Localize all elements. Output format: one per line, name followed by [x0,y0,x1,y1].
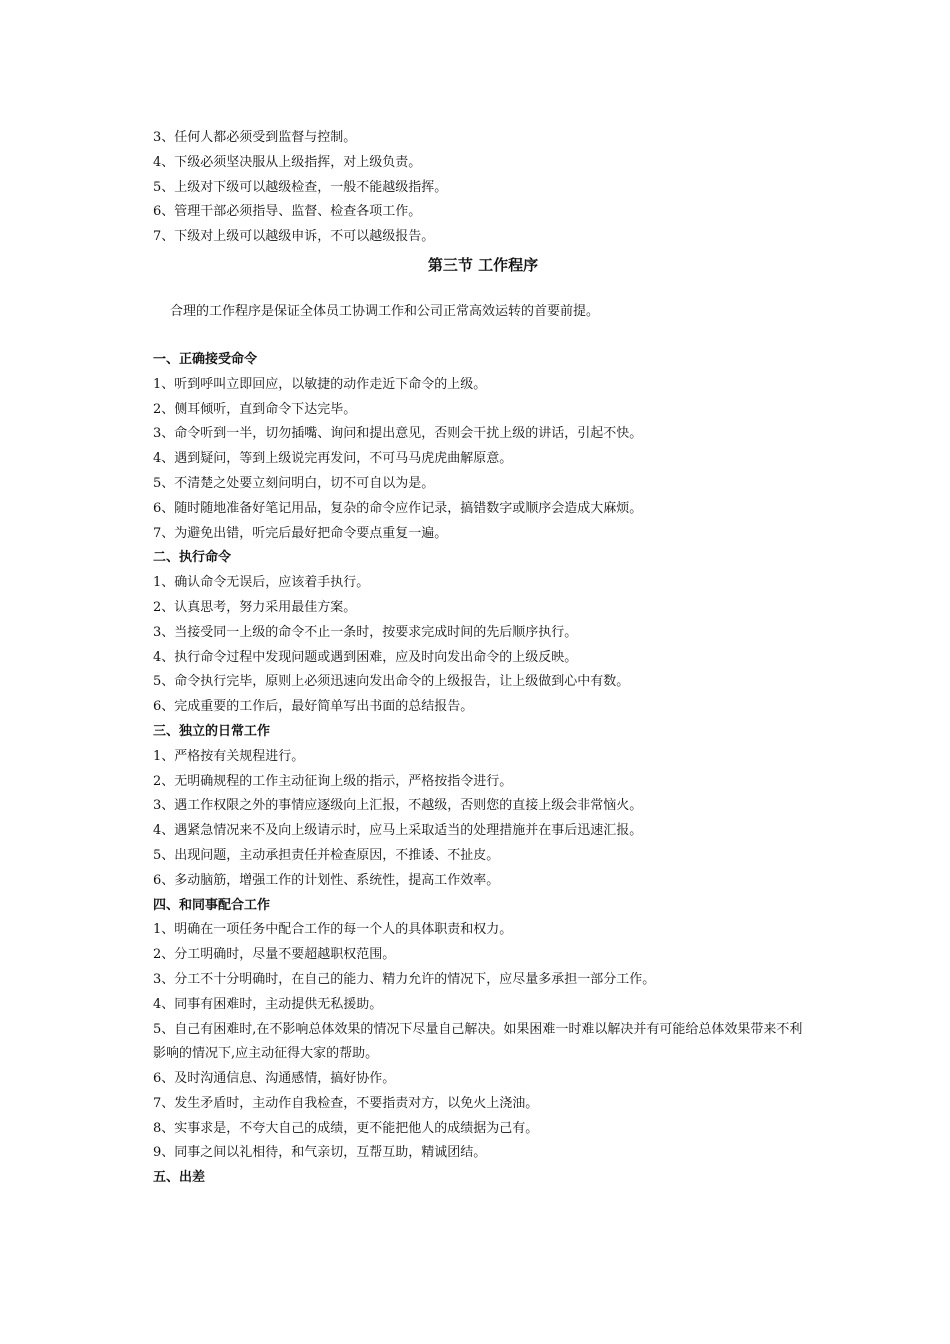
list-item: 5、上级对下级可以越级检查，一般不能越级指挥。 [153,179,448,195]
list-item: 5、命令执行完毕，原则上必须迅速向发出命令的上级报告，让上级做到心中有数。 [153,674,630,690]
section-heading: 一、正确接受命令 [153,351,258,367]
section-heading: 二、执行命令 [153,550,232,566]
list-item: 5、不清楚之处要立刻问明白，切不可自以为是。 [153,475,435,491]
list-item: 2、分工明确时，尽量不要超越职权范围。 [153,947,396,963]
list-item: 5、自己有困难时,在不影响总体效果的情况下尽量自己解决。如果困难一时难以解决并有可能给总体效果带来不利影响的情况下,应主动征得大家的帮助。 [153,1021,803,1062]
list-item: 6、管理干部必须指导、监督、检查各项工作。 [153,204,422,220]
list-item: 4、同事有困难时，主动提供无私援助。 [153,996,383,1012]
list-item: 3、当接受同一上级的命令不止一条时，按要求完成时间的先后顺序执行。 [153,624,578,640]
list-item: 4、遇到疑问，等到上级说完再发问，不可马马虎虎曲解原意。 [153,451,513,467]
section-1 [153,348,813,546]
section-heading: 四、和同事配合工作 [153,897,271,913]
list-item: 3、遇工作权限之外的事情应逐级向上汇报，不越级，否则您的直接上级会非常恼火。 [153,798,643,814]
list-item: 1、严格按有关规程进行。 [153,748,305,764]
section-4 [153,894,813,1167]
section-heading: 五、出差 [153,1170,206,1186]
list-item: 4、执行命令过程中发现问题或遇到困难，应及时向发出命令的上级反映。 [153,649,578,665]
list-item: 6、完成重要的工作后，最好简单写出书面的总结报告。 [153,699,474,715]
section-3 [153,720,813,894]
list-item: 1、确认命令无误后，应该着手执行。 [153,575,370,591]
section-2 [153,546,813,720]
list-item: 3、命令听到一半，切勿插嘴、询问和提出意见，否则会干扰上级的讲话，引起不快。 [153,426,643,442]
document-page [153,126,813,1191]
list-item: 1、听到呼叫立即回应，以敏捷的动作走近下命令的上级。 [153,376,487,392]
list-item: 1、明确在一项任务中配合工作的每一个人的具体职责和权力。 [153,922,513,938]
list-item: 7、为避免出错，听完后最好把命令要点重复一遍。 [153,525,448,541]
list-item: 6、及时沟通信息、沟通感情，搞好协作。 [153,1071,396,1087]
list-item: 2、认真思考，努力采用最佳方案。 [153,599,357,615]
list-item: 9、同事之间以礼相待，和气亲切，互帮互助，精诚团结。 [153,1145,487,1161]
list-item: 4、遇紧急情况来不及向上级请示时，应马上采取适当的处理措施并在事后迅速汇报。 [153,823,643,839]
list-item: 6、多动脑筋，增强工作的计划性、系统性，提高工作效率。 [153,872,500,888]
list-item: 3、任何人都必须受到监督与控制。 [153,130,357,145]
list-item: 7、下级对上级可以越级申诉，不可以越级报告。 [153,229,435,245]
list-item: 3、分工不十分明确时，在自己的能力、精力允许的情况下，应尽量多承担一部分工作。 [153,971,656,987]
section-heading: 三、独立的日常工作 [153,723,271,739]
list-item: 6、随时随地准备好笔记用品，复杂的命令应作记录，搞错数字或顺序会造成大麻烦。 [153,500,643,516]
list-item: 2、无明确规程的工作主动征询上级的指示，严格按指令进行。 [153,773,513,789]
section-title: 第三节 工作程序 [427,255,539,274]
list-item: 8、实事求是，不夸大自己的成绩，更不能把他人的成绩据为己有。 [153,1120,539,1136]
list-item: 4、下级必须坚决服从上级指挥，对上级负责。 [153,154,422,170]
intro-paragraph: 合理的工作程序是保证全体员工协调工作和公司正常高效运转的首要前提。 [170,303,600,319]
list-item: 2、侧耳倾听，直到命令下达完毕。 [153,401,357,417]
list-item: 7、发生矛盾时，主动作自我检查，不要指责对方，以免火上浇油。 [153,1095,539,1111]
section-5 [153,1166,813,1191]
top-list [153,126,813,250]
list-item: 5、出现问题，主动承担责任并检查原因，不推诿、不扯皮。 [153,847,500,863]
